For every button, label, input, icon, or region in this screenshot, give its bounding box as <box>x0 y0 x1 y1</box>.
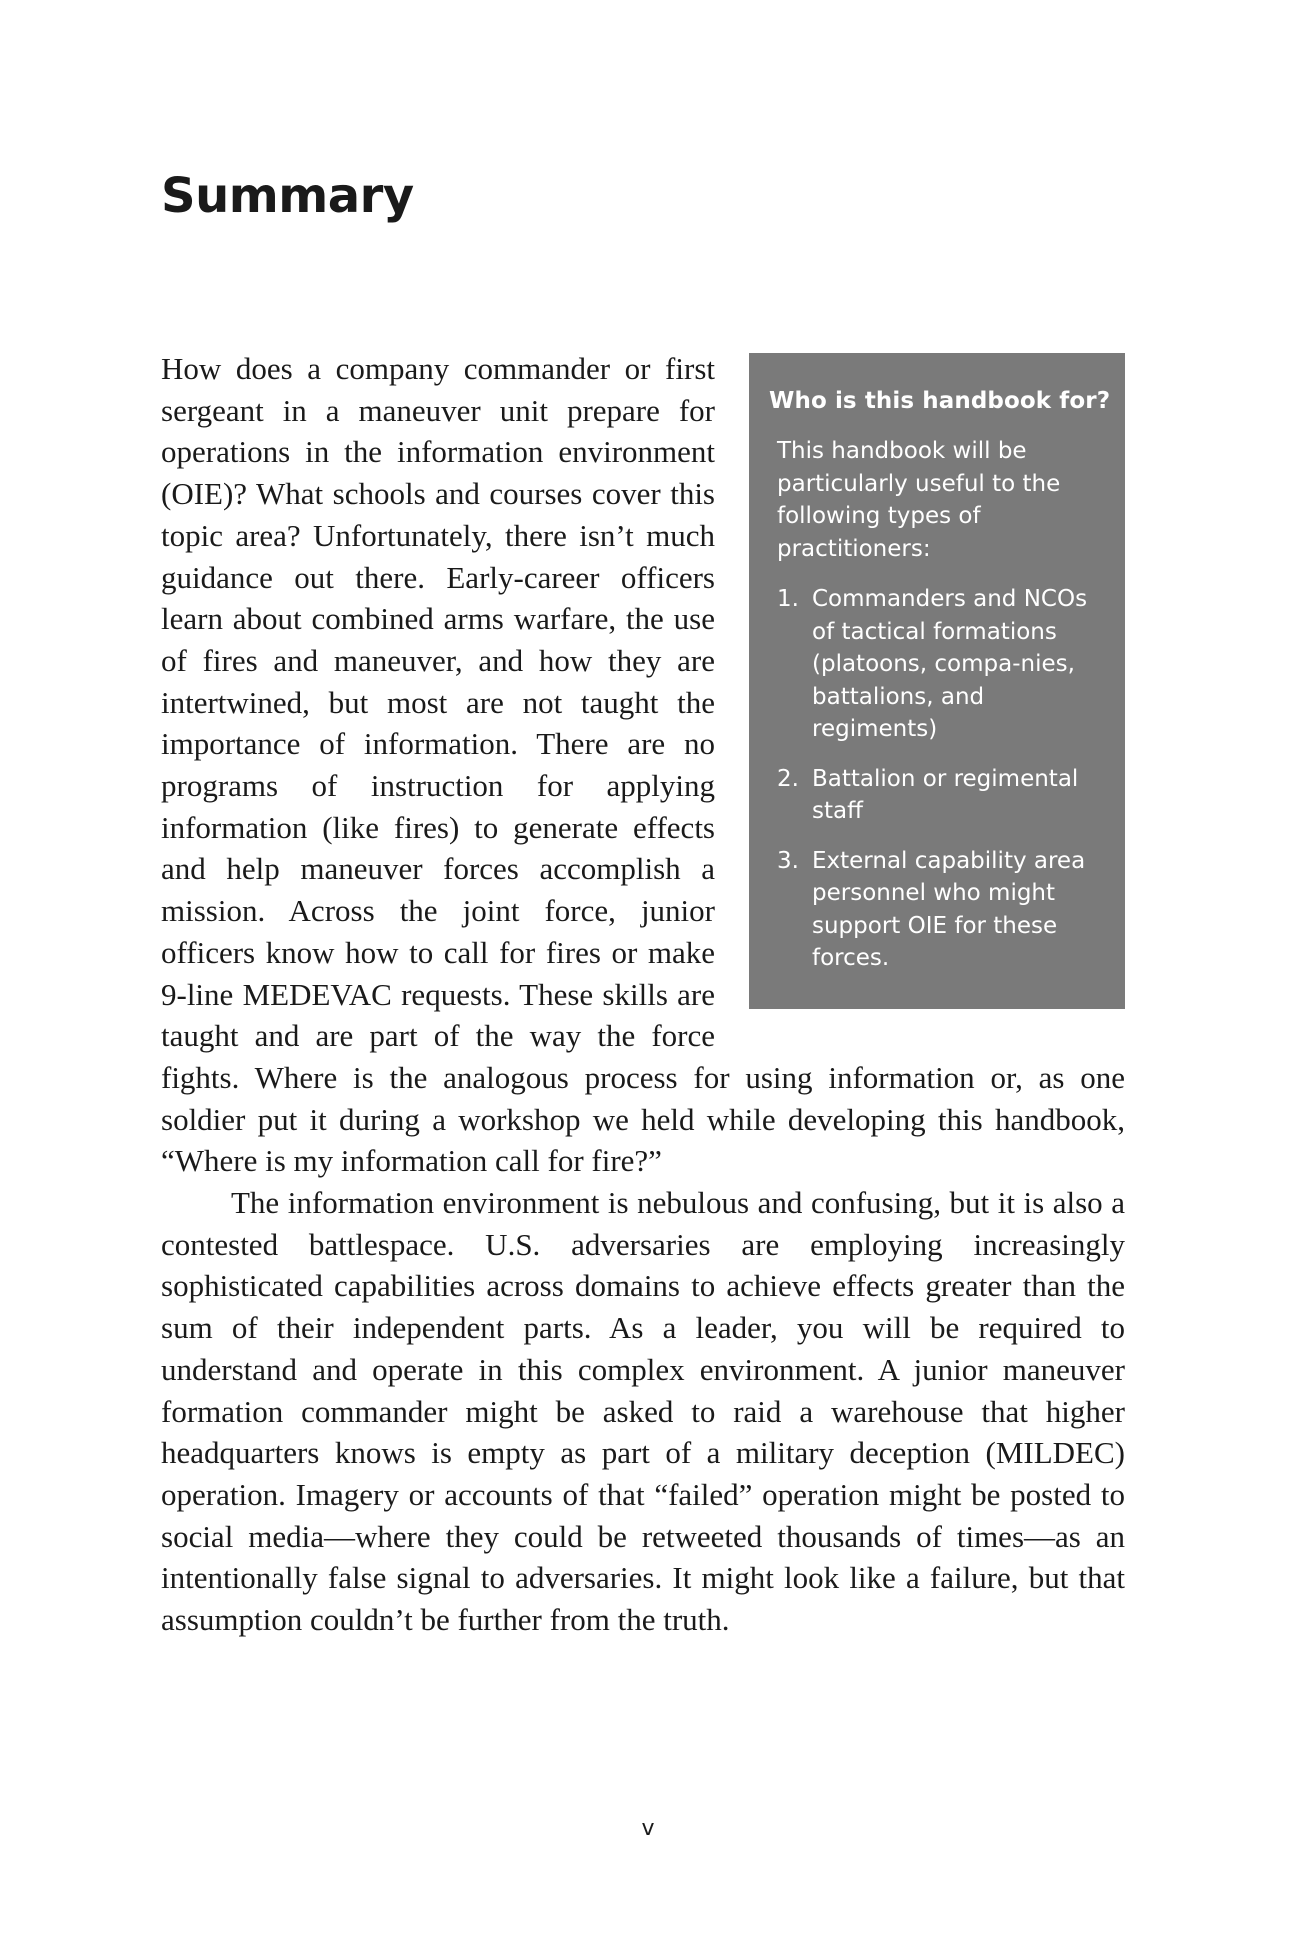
sidebar-list-item <box>777 845 1111 975</box>
list-item-text: External capability area personnel who might support OIE for these forces. <box>812 847 1086 971</box>
list-item-number: 2. <box>777 765 799 792</box>
sidebar-list-item <box>777 763 1111 828</box>
summary-body <box>161 348 1125 1641</box>
list-item-text: Commanders and NCOs of tactical formations (platoons, compa-nies, battalions, and regiments) <box>812 586 1088 742</box>
sidebar-box <box>749 353 1125 1009</box>
body-paragraph: How does a company commander or first sergeant in a maneuver unit prepare for operations in the information environment (OIE)? What schools and courses cover this topic area? Unfortunately, there isn’t much guidance out there. Early-career officers learn about combined arms warfare, the use of fires and maneuver, and how they are intertwined, but most are not taught the importance of information. There are no programs of instruction for applying information (like fires) to generate effects and help maneuver forces accomplish a mission. Across the joint force, junior officers know how to call for fires or make 9-line MEDEVAC requests. These skills are taught and are part of the way the force fights. Where is the analogous process for using information or, as one soldier put it during a workshop we held while developing this handbook, “Where is my information call for fire?” <box>161 351 1125 1179</box>
page-number: v <box>641 1816 655 1841</box>
list-item-number: 3. <box>777 847 799 874</box>
sidebar-list-item <box>777 583 1111 746</box>
list-item-text: Battalion or regimental staff <box>812 765 1079 824</box>
body-paragraph: The information environment is nebulous and confusing, but it is also a contested battlespace. U.S. adversaries are employing increasingly sophisticated capabilities across domains to achieve effects greater than the sum of their independent parts. As a leader, you will be required to understand and operate in this complex environment. A junior maneuver formation commander might be asked to raid a warehouse that higher headquarters knows is empty as part of a military deception (MILDEC) operation. Imagery or accounts of that “failed” operation might be posted to social media—where they could be retweeted thousands of times—as an intentionally false signal to adversaries. It might look like a failure, but that assumption couldn’t be further from the truth. <box>161 1185 1125 1638</box>
page-title: Summary <box>161 168 414 224</box>
sidebar-title: Who is this handbook for? <box>769 388 1111 414</box>
sidebar-intro: This handbook will be particularly useful to the following types of practitioners: <box>777 438 1061 562</box>
list-item-number: 1. <box>777 586 799 612</box>
sidebar-list <box>769 583 1111 975</box>
